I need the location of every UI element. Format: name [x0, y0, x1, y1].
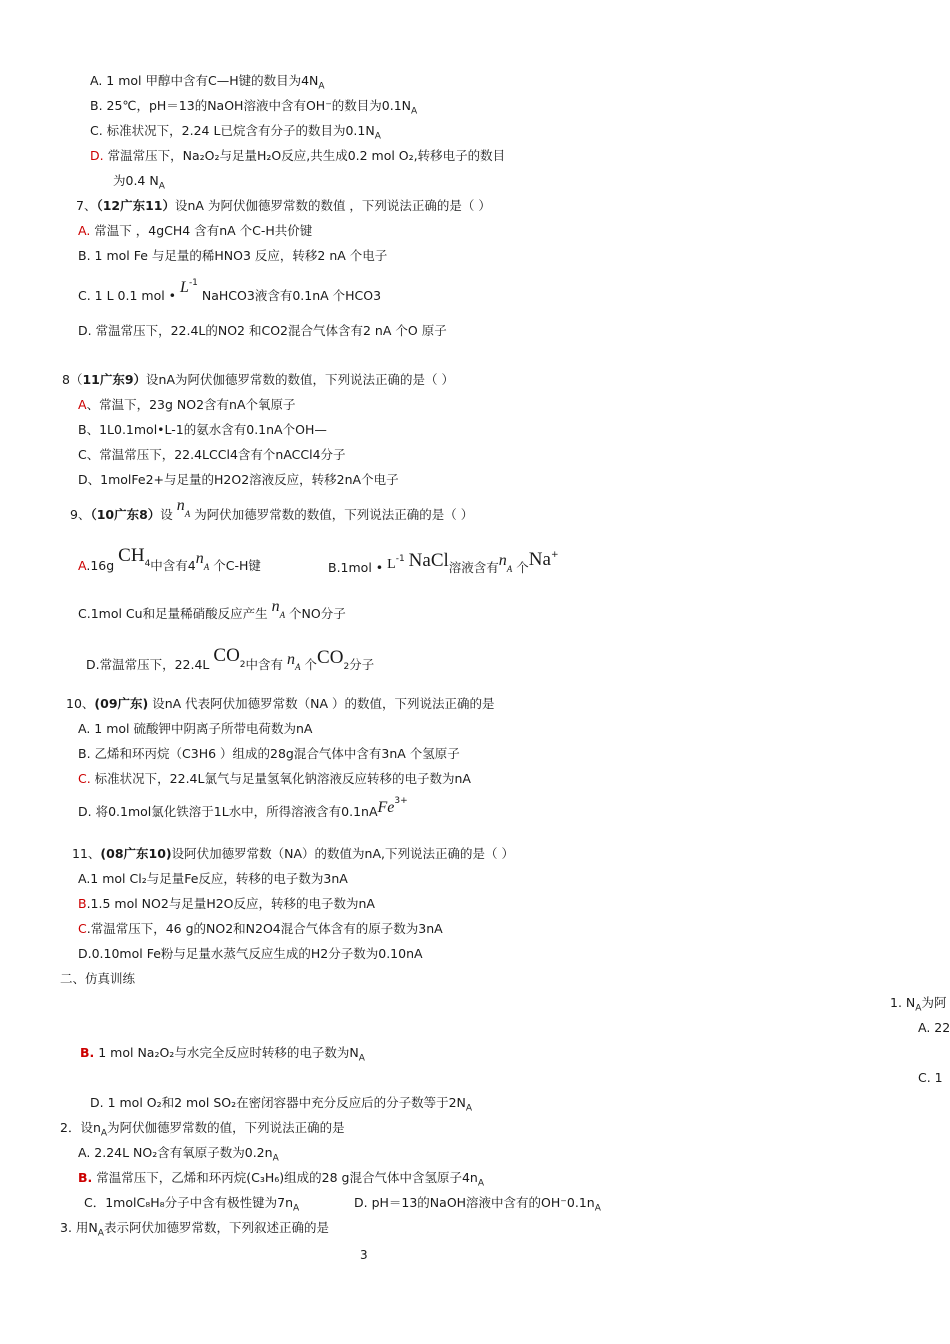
q9-option-c: C.1mol Cu和足量稀硝酸反应产生 $n_A$ 个NO分子 — [78, 598, 346, 621]
q9-title: 9、（10广东8）设 $n_A$ 为阿伏加德罗常数的数值，下列说法正确的是（ ） — [70, 497, 474, 522]
page-number: 3 — [360, 1248, 368, 1262]
sec2-q1-option-a-fragment: A. 22 — [918, 1020, 950, 1035]
q6-option-b: B. 25℃，pH＝13的NaOH溶液中含有OH⁻的数目为$0.1N_A$ — [90, 98, 418, 117]
q8-option-c: C、常温常压下，22.4LCCl4含有个nACCl4分子 — [78, 447, 346, 462]
q10-option-d: D. 将0.1mol氯化铁溶于1L水中，所得溶液含有0.1nAFe$^{3+}$ — [78, 796, 408, 820]
sec2-q2-option-d: D. pH＝13的NaOH溶液中含有的$OH^-0.1n_A$ — [354, 1195, 601, 1214]
q10-option-a: A. 1 mol 硫酸钾中阴离子所带电荷数为nA — [78, 721, 313, 736]
sec2-q1-option-d: D. 1 mol O₂和2 mol SO₂在密闭容器中充分反应后的分子数等于$2N_A$ — [90, 1095, 473, 1114]
q6-option-a: A. 1 mol 甲醇中含有C—H键的数目为$4N_A$ — [90, 73, 325, 92]
q7-option-d: D. 常温常压下，22.4L的NO2 和CO2混合气体含有2 nA 个O 原子 — [78, 323, 447, 338]
q7-title: 7、（12广东11）设nA 为阿伏伽德罗常数的数值 ，下列说法正确的是（ ） — [76, 198, 491, 213]
q7-option-a: A. 常温下 ，4gCH4 含有nA 个C-H共价键 — [78, 223, 313, 238]
sec2-q3-title: 3. 用$N_A$表示阿伏加德罗常数，下列叙述正确的是 — [60, 1220, 329, 1239]
q10-option-c: C. 标准状况下，22.4L氯气与足量氢氧化钠溶液反应转移的电子数为nA — [78, 771, 471, 786]
q11-option-a: A.1 mol Cl₂与足量Fe反应，转移的电子数为3nA — [78, 871, 348, 886]
q7-option-c: C. 1 L 0.1 mol • $L^{-1}$ NaHCO3液含有0.1nA 个HCO3 — [78, 278, 382, 304]
q8-option-d: D、1molFe2+与足量的H2O2溶液反应，转移2nA个电子 — [78, 472, 399, 487]
sec2-q1-option-b: B. 1 mol Na₂O₂与水完全反应时转移的电子数为$N_A$ — [80, 1045, 365, 1064]
q7-option-b: B. 1 mol Fe 与足量的稀HNO3 反应，转移2 nA 个电子 — [78, 248, 388, 263]
q6-option-d: D. 常温常压下，Na₂O₂与足量H₂O反应,共生成0.2 mol O₂,转移电子的数目 — [90, 148, 506, 163]
sec2-q2-option-b: B. 常温常压下，乙烯和环丙烷(C₃H₆)组成的28 g混合气体中含氢原子$4n_A$ — [78, 1170, 485, 1189]
q8-option-b: B、1L0.1mol•L-1的氨水含有0.1nA个OH— — [78, 422, 327, 437]
q8-option-a: A、常温下，23g NO2含有nA个氧原子 — [78, 397, 296, 412]
section-heading: 二、仿真训练 — [60, 971, 136, 986]
q10-title: 10、(09广东) 设nA 代表阿伏加德罗常数（NA ）的数值，下列说法正确的是 — [66, 696, 495, 711]
sec2-q2-option-a: A. 2.24L NO₂含有氧原子数为$0.2n_A$ — [78, 1145, 279, 1164]
q9-option-b: B.1mol • $L^{-1}$ NaCl溶液含有$n_A$ 个Na+ — [328, 549, 559, 576]
q9-option-d: D.常温常压下，22.4L $CO_2$中含有 $n_A$ 个$CO_2$分子 — [86, 645, 375, 672]
q11-title: 11、(08广东10)设阿伏加德罗常数（NA）的数值为nA,下列说法正确的是（ ） — [72, 846, 514, 861]
q11-option-b: B.1.5 mol NO2与足量H2O反应，转移的电子数为nA — [78, 896, 375, 911]
q6-option-c: C. 标准状况下，2.24 L已烷含有分子的数目为$0.1N_A$ — [90, 123, 381, 142]
sec2-q1-option-c-fragment: C. 1 — [918, 1070, 943, 1085]
q11-option-d: D.0.10mol Fe粉与足量水蒸气反应生成的H2分子数为0.10nA — [78, 946, 423, 961]
q8-title: 8（11广东9）设nA为阿伏伽德罗常数的数值，下列说法正确的是（ ） — [62, 372, 454, 387]
sec2-q2-title: 2．设$n_A$为阿伏伽德罗常数的值，下列说法正确的是 — [60, 1120, 345, 1139]
q9-option-a: A.16g $CH_4$中含有$4n_A$ 个C-H键 — [78, 545, 261, 573]
q11-option-c: C.常温常压下，46 g的NO2和N2O4混合气体含有的原子数为3nA — [78, 921, 443, 936]
q6-option-d-cont: 为0.4 $N_A$ — [113, 173, 165, 192]
sec2-q2-option-c: C．1molC₈H₈分子中含有极性键为$7n_A$ — [84, 1195, 300, 1214]
q10-option-b: B. 乙烯和环丙烷（C3H6 ）组成的28g混合气体中含有3nA 个氢原子 — [78, 746, 460, 761]
sec2-q1-title-fragment: 1. $N_A$为阿 — [890, 995, 947, 1014]
